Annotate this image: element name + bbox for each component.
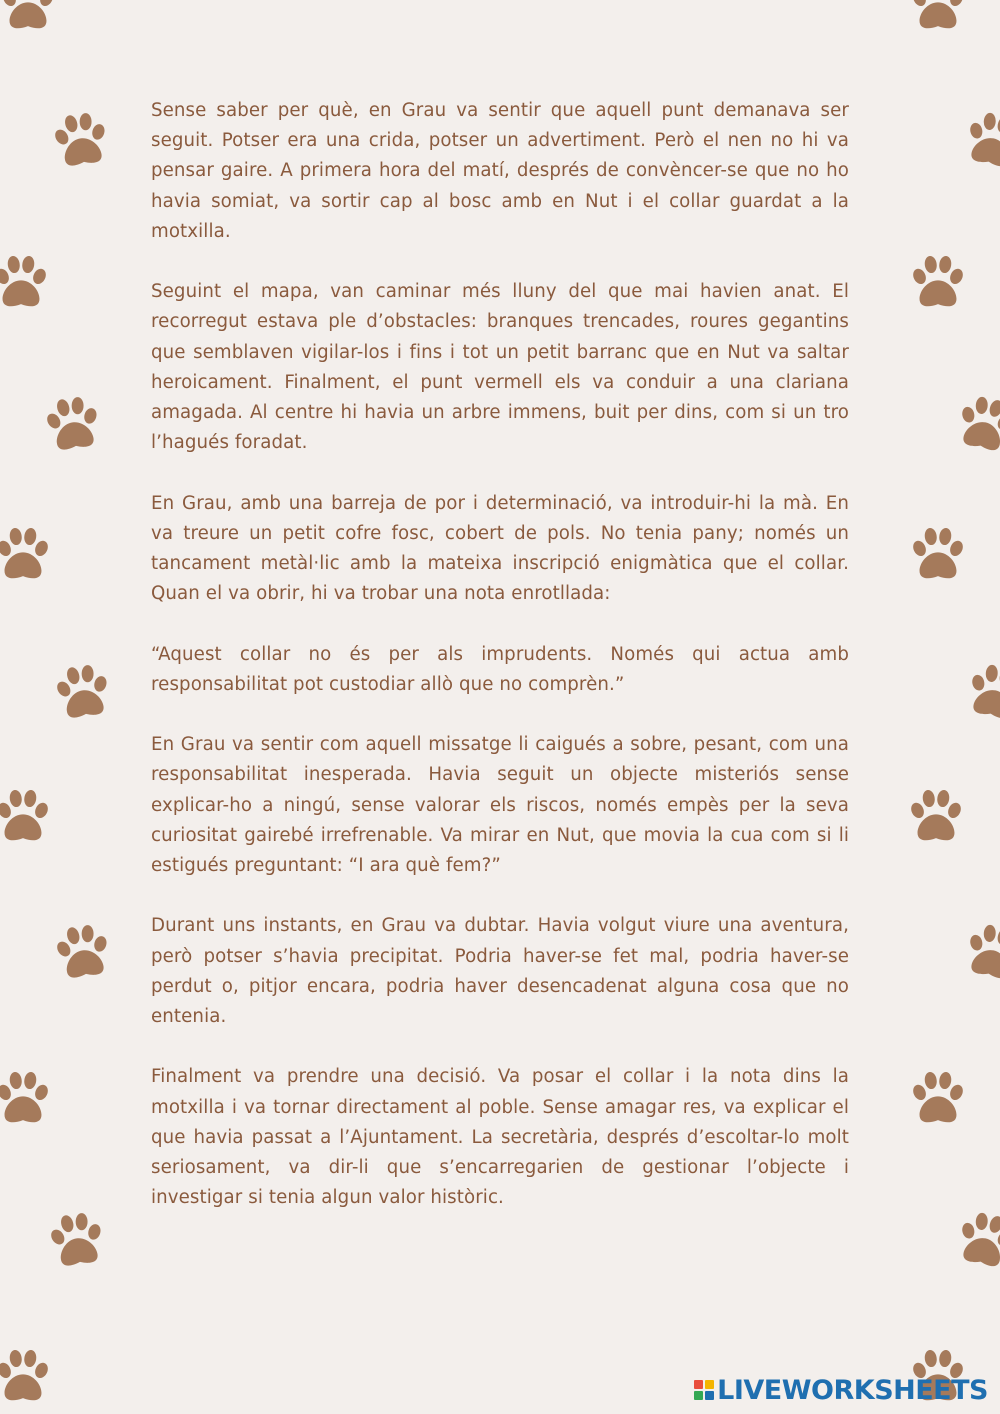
paragraph-7: Finalment va prendre una decisió. Va posar el collar i la nota dins la motxilla i va tornar directament al poble. Sense amagar res, va explicar el que havia passat a l’Ajuntament. La secretària, després d’escoltar-lo molt seriosament, va dir-li que s’encarregarien de gestionar l’objecte i investigar si tenia algun valor històric.: [151, 1066, 849, 1209]
logo-square-i: [705, 1380, 714, 1389]
paw-print-icon: [0, 1344, 56, 1410]
paragraph-3: En Grau, amb una barreja de por i determinació, va introduir-hi la mà. En va treure un petit cofre fosc, cobert de pols. No tenia pany; només un tancament metàl·lic amb la mateixa inscripció enigmàtica que el collar. Quan el va obrir, hi va trobar una nota enrotllada:: [151, 492, 849, 605]
paw-print-icon: [905, 250, 971, 316]
paw-print-icon: [0, 250, 54, 316]
logo-square-e: [705, 1391, 714, 1400]
paw-print-icon: [0, 0, 61, 38]
paragraph-2: Seguint el mapa, van caminar més lluny del que mai havien anat. El recorregut estava ple d’obstacles: branques trencades, roures gegantins que semblaven vigilar-los i fins i tot un petit barranc que en Nut va saltar heroicament. Finalment, el punt vermell els va conduir a una clariana amagada. Al centre hi havia un arbre immens, buit per dins, com si un tro l’hagués foradat.: [151, 281, 849, 454]
paw-print-icon: [946, 386, 1000, 464]
paw-print-icon: [44, 104, 119, 179]
paw-print-icon: [954, 102, 1000, 180]
paragraph-1: Sense saber per què, en Grau va sentir que aquell punt demanava ser seguit. Potser era una crida, potser un advertiment. Però el nen no hi va pensar gaire. A primera hora del matí, després de convèncer-se que no ho havia somiat, va sortir cap al bosc amb en Nut i el collar guardat a la motxilla.: [151, 100, 849, 242]
paw-print-icon: [946, 1202, 1000, 1280]
paw-print-icon: [0, 784, 56, 850]
liveworksheets-mark-icon: [694, 1380, 714, 1400]
paw-print-icon: [46, 656, 121, 731]
liveworksheets-wordmark: LIVEWORKSHEETS: [717, 1374, 988, 1406]
paragraph-6: Durant uns instants, en Grau va dubtar. Havia volgut viure una aventura, però potser s’havia precipitat. Podria haver-se fet mal, podria haver-se perdut o, pitjor encara, podria haver desencadenat alguna cosa que no entenia.: [151, 915, 849, 1028]
paw-print-icon: [46, 916, 121, 991]
logo-square-v: [694, 1391, 703, 1400]
paw-print-icon: [905, 522, 971, 588]
liveworksheets-logo: [694, 1376, 988, 1404]
paw-print-icon: [905, 0, 971, 38]
paw-print-icon: [954, 914, 1000, 992]
paw-print-icon: [956, 654, 1000, 732]
paragraph-4-quote: “Aquest collar no és per als imprudents. Només qui actua amb responsabilitat pot custodiar allò que no comprèn.”: [151, 643, 849, 695]
paw-print-icon: [905, 1066, 971, 1132]
paw-print-icon: [0, 522, 56, 588]
logo-square-l: [694, 1380, 703, 1389]
paw-print-icon: [903, 784, 969, 850]
paragraph-5: En Grau va sentir com aquell missatge li caigués a sobre, pesant, com una responsabilitat inesperada. Havia seguit un objecte misteriós sense explicar-ho a ningú, sense valorar els riscos, només empès per la seva curiositat gairebé irrefrenable. Va mirar en Nut, que movia la cua com si li estigués preguntant: “I ara què fem?”: [151, 734, 849, 877]
paw-print-icon: [36, 388, 111, 463]
paw-print-icon: [0, 1066, 56, 1132]
story-text: [151, 96, 849, 1244]
paw-print-icon: [40, 1204, 115, 1279]
